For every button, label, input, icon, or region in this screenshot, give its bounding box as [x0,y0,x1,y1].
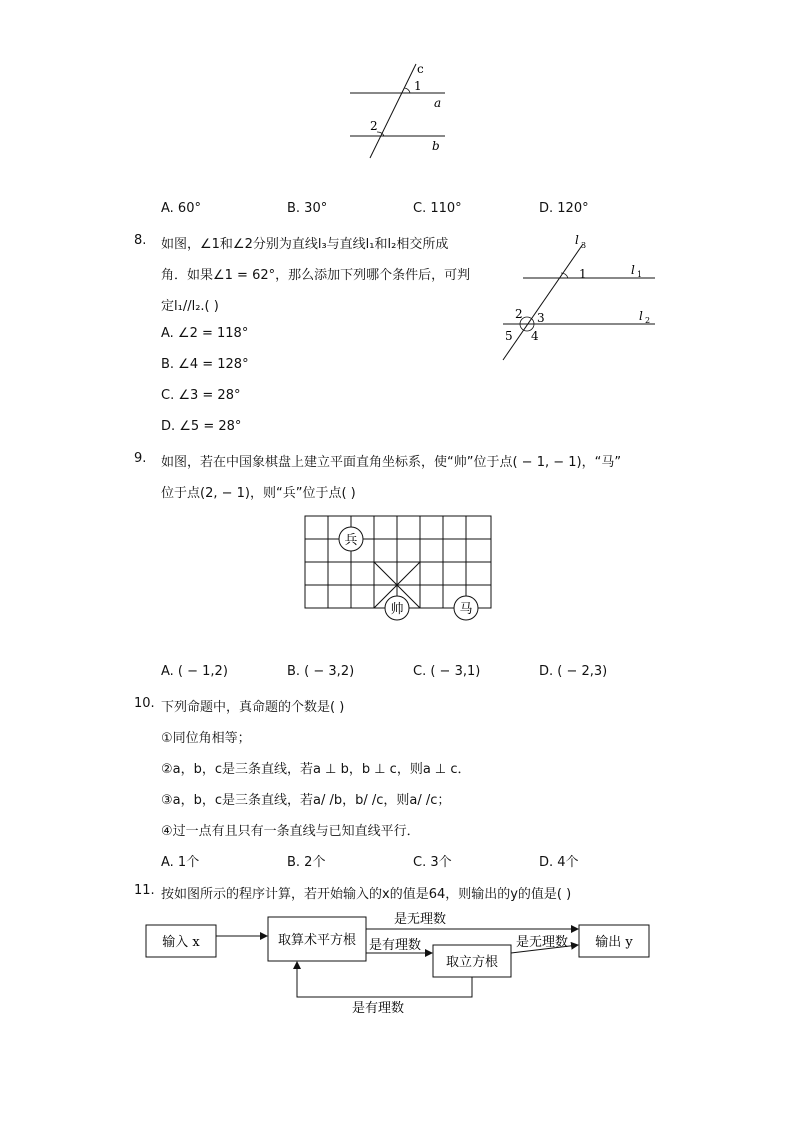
board-grid [305,516,491,608]
q9-number: 9. [134,451,147,466]
piece-shuai [385,596,409,620]
label-l1: l [631,263,635,277]
label-1: 1 [414,79,422,93]
q8-stem-line1: 如图，∠1和∠2分别为直线l₃与直线l₁和l₂相交所成 [161,237,449,252]
q10-item-3: ③a，b，c是三条直线，若a/ /b，b/ /c，则a/ /c； [161,793,451,808]
q8-option-d[interactable]: D. ∠5 = 28° [161,419,242,434]
q7-option-b[interactable]: B. 30° [287,201,328,216]
label-irrational-top: 是无理数 [393,912,447,927]
label-irrational-right: 是无理数 [515,935,569,950]
label-l2-sub: 2 [645,316,651,325]
q9-stem-line2: 位于点(2, − 1)，则“兵”位于点( ) [161,486,356,501]
label-rational-mid: 是有理数 [368,938,422,953]
q10-number: 10. [134,696,155,711]
line-c [370,64,416,158]
q8-number: 8. [134,233,147,248]
q11-number: 11. [134,883,155,898]
q8-stem-line3: 定l₁//l₂.( ) [161,299,219,314]
piece-bing [339,527,363,551]
line-l3 [503,244,583,360]
label-5: 5 [505,329,513,343]
q8-transversal-figure [495,230,665,365]
q9-chessboard-figure [300,511,496,623]
label-l1-sub: 1 [637,270,643,279]
q11-flowchart [140,905,660,1020]
q7-option-d[interactable]: D. 120° [539,201,589,216]
label-l3: l [575,233,579,247]
q8-option-c[interactable]: C. ∠3 = 28° [161,388,241,403]
q10-option-c[interactable]: C. 3个 [413,855,452,870]
q7-option-a[interactable]: A. 60° [161,201,201,216]
label-3: 3 [537,311,545,325]
label-2: 2 [370,119,378,133]
q7-parallel-lines-figure [340,58,460,162]
q10-option-b[interactable]: B. 2个 [287,855,326,870]
q10-option-d[interactable]: D. 4个 [539,855,579,870]
box-sqrt-label: 取算术平方根 [277,933,357,948]
svg-text:帅: 帅 [390,602,404,617]
label-a: a [434,96,442,110]
q9-option-d[interactable]: D. ( − 2,3) [539,664,608,679]
q10-item-1: ①同位角相等； [161,731,251,746]
q9-option-a[interactable]: A. ( − 1,2) [161,664,228,679]
q9-stem-line1: 如图，若在中国象棋盘上建立平面直角坐标系，使“帅”位于点( − 1, − 1)，“马” [161,455,622,470]
q10-stem: 下列命题中，真命题的个数是( ) [161,700,345,715]
q8-option-a[interactable]: A. ∠2 = 118° [161,326,249,341]
label-4: 4 [531,329,539,343]
q11-stem: 按如图所示的程序计算，若开始输入的x的值是64，则输出的y的值是( ) [161,887,572,902]
q7-option-c[interactable]: C. 110° [413,201,462,216]
label-rational-bottom: 是有理数 [351,1001,405,1016]
angle-1-arc [404,88,410,93]
q8-stem-line2: 角．如果∠1 = 62°，那么添加下列哪个条件后，可判 [161,268,471,283]
svg-text:马: 马 [459,602,473,617]
q10-option-a[interactable]: A. 1个 [161,855,200,870]
q8-option-b[interactable]: B. ∠4 = 128° [161,357,249,372]
box-output-label: 输出 y [595,935,633,950]
box-cbrt-label: 取立方根 [445,955,499,970]
label-l2: l [639,309,643,323]
label-2: 2 [515,307,523,321]
q10-item-4: ④过一点有且只有一条直线与已知直线平行． [161,824,420,839]
label-1: 1 [579,267,587,281]
label-b: b [432,139,440,153]
svg-text:兵: 兵 [344,533,358,548]
q9-option-c[interactable]: C. ( − 3,1) [413,664,481,679]
q10-item-2: ②a，b，c是三条直线，若a ⊥ b，b ⊥ c，则a ⊥ c． [161,762,471,777]
piece-ma [454,596,478,620]
q9-option-b[interactable]: B. ( − 3,2) [287,664,355,679]
box-input-label: 输入 x [162,935,200,950]
label-c: c [417,62,424,76]
label-l3-sub: 3 [581,241,587,250]
